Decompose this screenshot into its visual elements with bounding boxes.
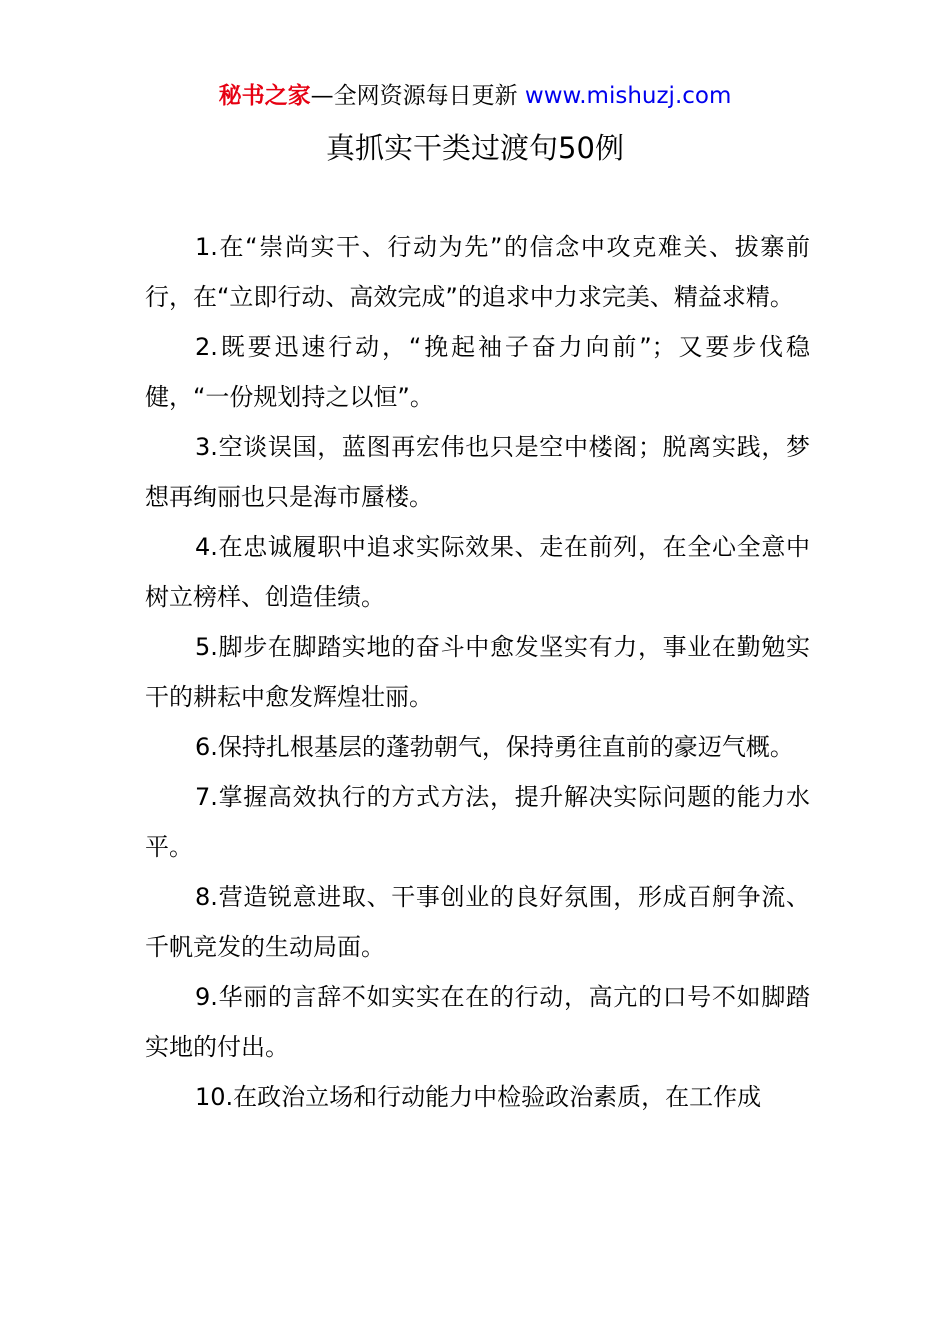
document-body bbox=[145, 222, 810, 1122]
paragraph-1: 1.在“崇尚实干、行动为先”的信念中攻克难关、拔寨前行，在“立即行动、高效完成”的追求中力求完美、精益求精。 bbox=[145, 233, 810, 311]
document-title: 真抓实干类过渡句50例 bbox=[326, 131, 624, 165]
paragraph-7: 7.掌握高效执行的方式方法，提升解决实际问题的能力水平。 bbox=[145, 783, 810, 861]
paragraph-2: 2.既要迅速行动，“挽起袖子奋力向前”；又要步伐稳健，“一份规划持之以恒”。 bbox=[145, 333, 810, 411]
paragraph-6: 6.保持扎根基层的蓬勃朝气，保持勇往直前的豪迈气概。 bbox=[195, 733, 794, 761]
paragraph-10: 10.在政治立场和行动能力中检验政治素质，在工作成 bbox=[195, 1083, 762, 1111]
paragraph-4: 4.在忠诚履职中追求实际效果、走在前列，在全心全意中树立榜样、创造佳绩。 bbox=[145, 533, 810, 611]
paragraph-9: 9.华丽的言辞不如实实在在的行动，高亢的口号不如脚踏实地的付出。 bbox=[145, 983, 810, 1061]
site-tagline: —全网资源每日更新 bbox=[310, 83, 525, 109]
site-header bbox=[0, 80, 950, 112]
paragraph-3: 3.空谈误国，蓝图再宏伟也只是空中楼阁；脱离实践，梦想再绚丽也只是海市蜃楼。 bbox=[145, 433, 810, 511]
site-brand: 秘书之家 bbox=[218, 83, 311, 109]
paragraph-8: 8.营造锐意进取、干事创业的良好氛围，形成百舸争流、千帆竞发的生动局面。 bbox=[145, 883, 810, 961]
paragraph-5: 5.脚步在脚踏实地的奋斗中愈发坚实有力，事业在勤勉实干的耕耘中愈发辉煌壮丽。 bbox=[145, 633, 810, 711]
site-url[interactable]: www.mishuzj.com bbox=[524, 83, 732, 109]
